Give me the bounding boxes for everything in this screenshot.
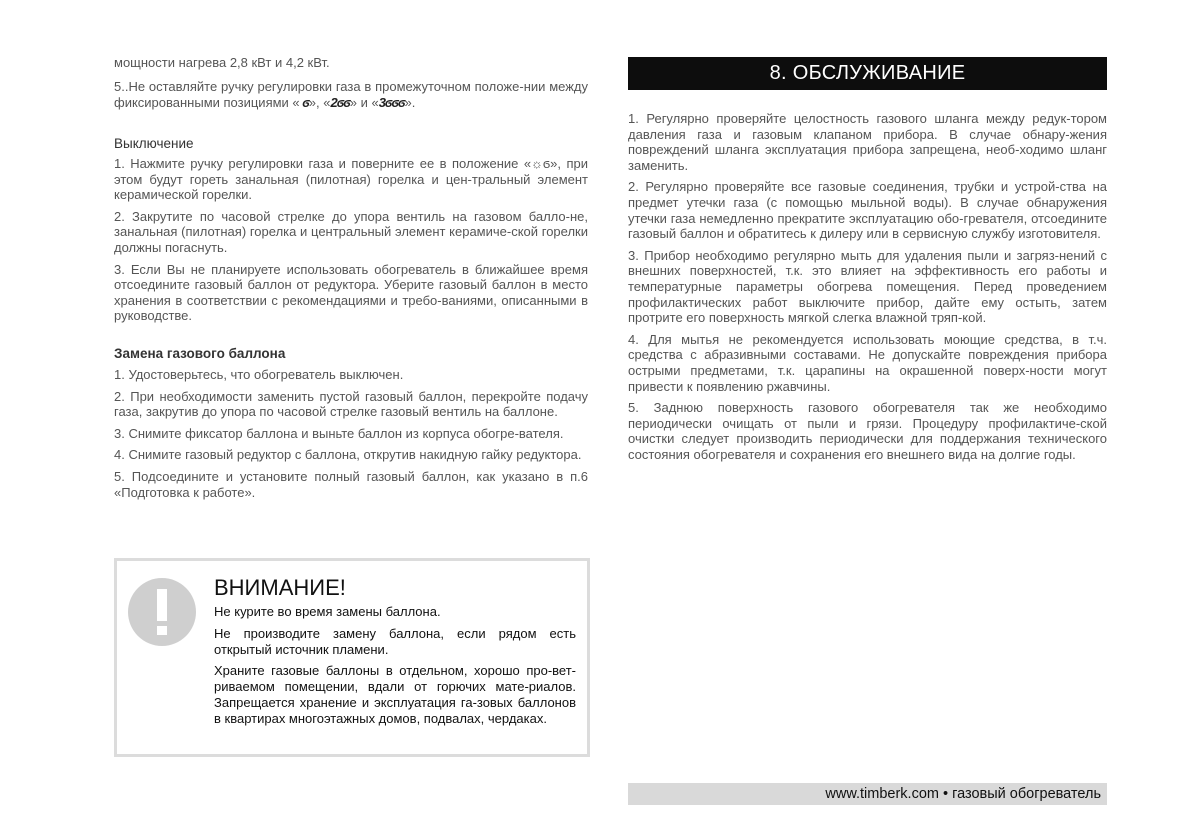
list-item: 2. Регулярно проверяйте все газовые соединения, трубки и устрой-ства на предмет утечки газа (с помощью мыльной воды). В случае обнаружения утечки газа немедленно прекратите эксплуатацию обо-гревателя, отсоедините газовый баллон и обратитесь к дилеру или в сервисную службу изготовителя. xyxy=(628,179,1107,242)
list-item: 1. Регулярно проверяйте целостность газового шланга между редук-тором давления газа и газовым клапаном прибора. В случае обнару-жения повреждений шланга эксплуатация прибора запрещена, необ-ходимо шланг заменить. xyxy=(628,111,1107,173)
warning-content xyxy=(214,575,576,733)
list-item: 5. Подсоедините и установите полный газовый баллон, как указано в п.6 «Подготовка к работе». xyxy=(114,468,588,500)
warning-line: Храните газовые баллоны в отдельном, хорошо про-вет-риваемом помещении, вдали от горючих мате-риалов. Запрещается хранение и эксплуатация га-зовых баллонов в квартирах многоэтажных домов, подвалах, чердаках. xyxy=(214,663,576,726)
flame-symbol-1: ϭ xyxy=(299,94,309,110)
instruction-5-sep1: », « xyxy=(308,94,331,110)
exclamation-icon xyxy=(128,578,196,646)
warning-box xyxy=(114,558,590,757)
list-item: 4. Для мытья не рекомендуется использовать моющие средства, в т.ч. средства с абразивными составами. Не допускайте повреждения прибора острыми предметами, т.к. царапины на окрашенной поверх-ности могут привести к появлению ржавчины. xyxy=(628,331,1107,394)
replacement-list xyxy=(114,367,588,506)
instruction-5-end: ». xyxy=(404,94,416,110)
list-item: 2. Закрутите по часовой стрелке до упора вентиль на газовом балло-не, занальная (пилотная) горелка и центральный элемент керамиче-ской горелки должны погаснуть. xyxy=(114,208,588,255)
replacement-heading: Замена газового баллона xyxy=(114,346,286,361)
warning-line: Не курите во время замены баллона. xyxy=(214,604,441,619)
list-item: 3. Прибор необходимо регулярно мыть для удаления пыли и загряз-нений с внешних поверхностей, т.к. это влияет на эффективность его работы и температурные параметры обогрева помещения. Перед проведением профилактических работ выключите прибор, дайте ему остыть, затем протрите его поверхность мягкой слегка влажной тряп-кой. xyxy=(628,247,1107,326)
instruction-5-text: 5..Не оставляйте ручку регулировки газа в промежуточном положе-нии между фиксированными позициями « xyxy=(114,79,588,110)
section-title: 8. ОБСЛУЖИВАНИЕ xyxy=(628,57,1107,90)
shutdown-heading: Выключение xyxy=(114,136,194,151)
instruction-5 xyxy=(114,79,588,110)
list-item: 2. При необходимости заменить пустой газовый баллон, перекройте подачу газа, закрутив до упора по часовой стрелке газовый вентиль на баллоне. xyxy=(114,388,588,420)
maintenance-list xyxy=(628,111,1107,468)
list-item: 3. Снимите фиксатор баллона и выньте баллон из корпуса обогре-вателя. xyxy=(114,425,564,441)
list-item: 3. Если Вы не планируете использовать обогреватель в ближайшее время отсоедините газовый баллон от редуктора. Уберите газовый баллон в место хранения в соответствии с рекомендациями и требо-ваниями, описанными в руководстве. xyxy=(114,261,588,324)
list-item: 1. Удостоверьтесь, что обогреватель выключен. xyxy=(114,367,404,382)
list-item: 1. Нажмите ручку регулировки газа и поверните ее в положение «☼ϭ», при этом будут гореть занальная (пилотная) горелка и цен-тральный элемент керамической горелки. xyxy=(114,156,588,203)
page-footer: www.timberk.com • газовый обогреватель xyxy=(628,783,1107,805)
flame-symbol-3: 3ϭϭϭ xyxy=(378,94,405,110)
continued-text: мощности нагрева 2,8 кВт и 4,2 кВт. xyxy=(114,55,330,70)
warning-title: ВНИМАНИЕ! xyxy=(214,575,346,600)
flame-symbol-2: 2ϭϭ xyxy=(330,94,350,110)
instruction-5-sep2: » и « xyxy=(349,94,379,110)
list-item: 4. Снимите газовый редуктор с баллона, открутив накидную гайку редуктора. xyxy=(114,447,582,463)
warning-line: Не производите замену баллона, если рядом есть открытый источник пламени. xyxy=(214,625,576,657)
shutdown-list xyxy=(114,156,588,330)
list-item: 5. Заднюю поверхность газового обогревателя так же необходимо периодически очищать от пыли и грязи. Процедуру профилактиче-ской очистки следует производить периодически для поддержания технического состояния обогревателя и сохранения его внешнего вида на долгие годы. xyxy=(628,400,1107,462)
